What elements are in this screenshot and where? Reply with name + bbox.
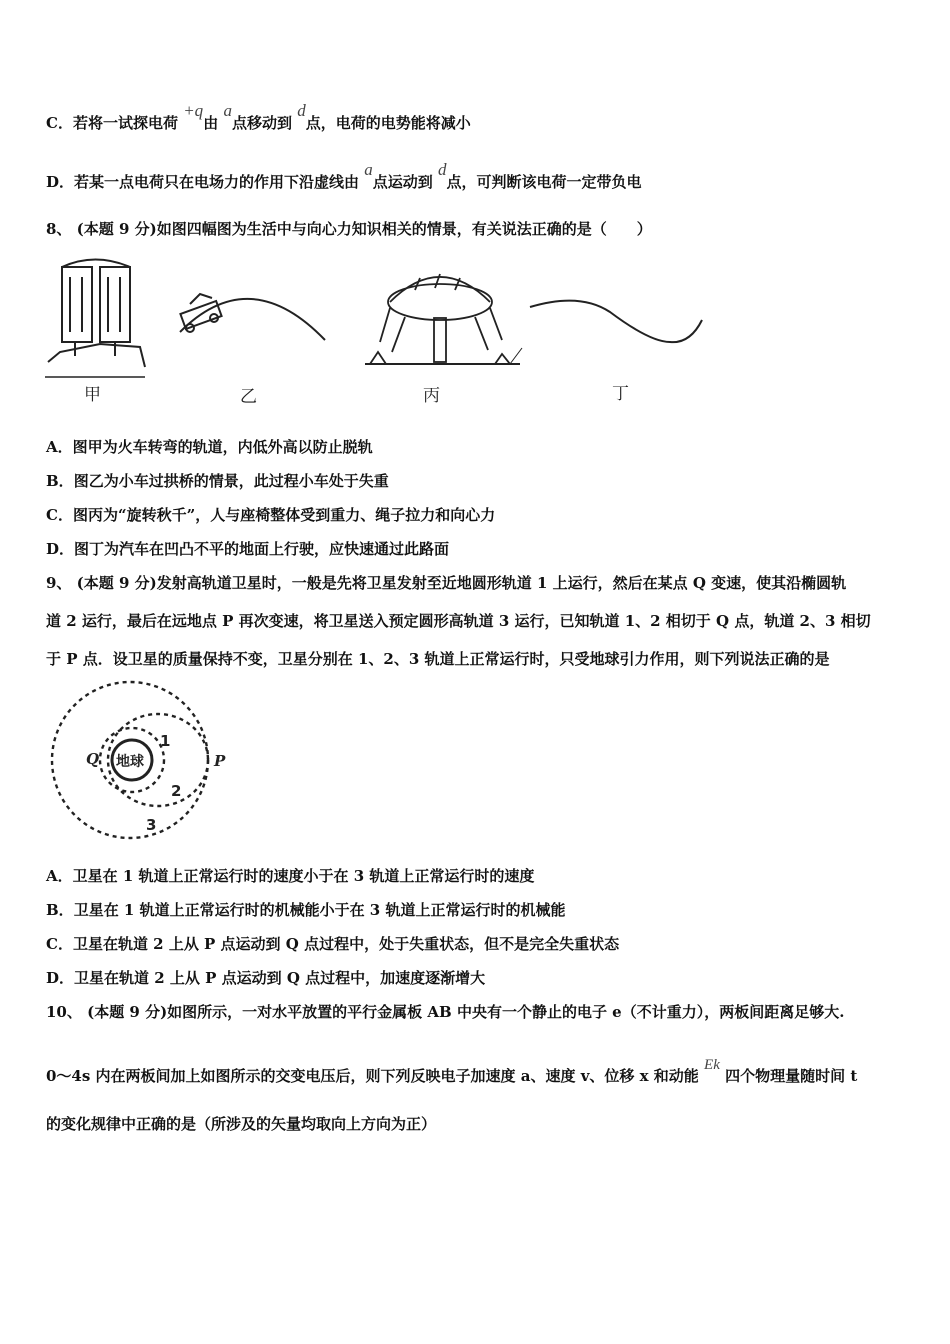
math-symbol: d	[438, 160, 447, 179]
math-symbol: a	[223, 101, 232, 120]
question-text: 0～4s 内在两板间加上如图所示的交变电压后，则下列反映电子加速度 a、速度 v、位移 x 和动能	[46, 1067, 699, 1085]
q8-option-b	[46, 471, 389, 491]
q8-option-d	[46, 539, 449, 559]
question-text: (本题 9 分)如图所示，一对水平放置的平行金属板 AB 中央有一个静止的电子 e（不计重力），两板间距离足够大.	[87, 1003, 845, 1021]
option-label: B．	[46, 472, 74, 490]
figure-label-bing: 丙	[423, 386, 440, 406]
earth-label: 地球	[116, 754, 144, 770]
question-text: 四个物理量随时间 t	[725, 1067, 858, 1085]
option-text: 点移动到	[231, 114, 292, 132]
option-text: 卫星在轨道 2 上从 P 点运动到 Q 点过程中，加速度逐渐增大	[74, 969, 486, 987]
option-text: 卫星在 1 轨道上正常运行时的机械能小于在 3 轨道上正常运行时的机械能	[73, 901, 566, 919]
swing-scene	[365, 274, 522, 364]
option-label: D．	[46, 540, 75, 558]
q9-option-d	[46, 968, 485, 988]
point-p-label: P	[214, 752, 226, 770]
option-label: B．	[46, 901, 74, 919]
question-text: (本题 9 分)发射高轨道卫星时，一般是先将卫星发射至近地圆形轨道 1 上运行，然后在某点 Q 变速，使其沿椭圆轨	[76, 574, 847, 592]
q9-option-b	[46, 900, 565, 920]
option-text: 若将一试探电荷	[72, 114, 178, 132]
option-label: D．	[46, 969, 75, 987]
question-9	[46, 573, 846, 593]
option-text: 卫星在 1 轨道上正常运行时的速度小于在 3 轨道上正常运行时的速度	[72, 867, 535, 885]
q9-option-a	[46, 866, 534, 886]
question-text: (本题 9 分)如图四幅图为生活中与向心力知识相关的情景，有关说法正确的是（ ）	[76, 220, 652, 238]
math-symbol: Ek	[704, 1057, 720, 1073]
question-text: 的变化规律中正确的是（所涉及的矢量均取向上方向为正）	[46, 1115, 437, 1133]
q8-option-a	[46, 437, 373, 457]
question-9-cont	[46, 611, 871, 631]
question-9-cont	[46, 649, 829, 669]
option-text: 图丙为“旋转秋千”，人与座椅整体受到重力、绳子拉力和向心力	[72, 506, 496, 524]
train-scene	[45, 260, 145, 378]
orbit-3-label: 3	[146, 816, 157, 834]
option-text: 卫星在轨道 2 上从 P 点运动到 Q 点过程中，处于失重状态，但不是完全失重状态	[72, 935, 620, 953]
q9-option-c	[46, 934, 619, 954]
option-label: A．	[46, 867, 73, 885]
option-label: A．	[46, 438, 73, 456]
question-number: 8、	[46, 220, 72, 238]
option-text: 图乙为小车过拱桥的情景，此过程小车处于失重	[73, 472, 389, 490]
question-text: 道 2 运行，最后在远地点 P 再次变速，将卫星送入预定圆形高轨道 3 运行，已知轨道 1、2 相切于 Q 点，轨道 2、3 相切	[46, 612, 871, 630]
option-label: C．	[46, 935, 73, 953]
option-text: 图丁为汽车在凹凸不平的地面上行驶，应快速通过此路面	[74, 540, 450, 558]
orbit-1-label: 1	[160, 732, 171, 750]
math-symbol: d	[297, 101, 306, 120]
question-10-cont	[46, 1114, 436, 1134]
bumpy-road-scene	[530, 301, 702, 343]
option-text: 图甲为火车转弯的轨道，内低外高以防止脱轨	[72, 438, 373, 456]
q8-option-c	[46, 505, 495, 525]
option-text: 点运动到	[372, 173, 433, 191]
figure-label-jia: 甲	[84, 385, 101, 405]
question-number: 9、	[46, 574, 72, 592]
option-text: 若某一点电荷只在电场力的作用下沿虚线由	[74, 173, 360, 191]
question-10-cont	[46, 1057, 858, 1087]
figure-label-ding: 丁	[612, 384, 629, 404]
option-label: C．	[46, 506, 73, 524]
math-symbol: a	[364, 160, 373, 179]
figure-9-orbits	[48, 678, 248, 844]
orbit-2-label: 2	[171, 782, 182, 800]
option-label: C．	[46, 114, 73, 132]
option-label: D．	[46, 173, 75, 191]
option-text: 点，电荷的电势能将减小	[305, 114, 471, 132]
option-text: 由	[203, 114, 219, 132]
option-text: 点，可判断该电荷一定带负电	[446, 173, 642, 191]
point-q-label: Q	[86, 750, 100, 768]
question-8	[46, 219, 652, 239]
option-d-line	[46, 160, 642, 192]
bridge-scene	[180, 294, 325, 340]
question-number: 10、	[46, 1003, 82, 1021]
option-c-line	[46, 101, 471, 133]
question-text: 于 P 点．设卫星的质量保持不变，卫星分别在 1、2、3 轨道上正常运行时，只受地球引力作用，则下列说法正确的是	[46, 650, 830, 668]
question-10	[46, 1002, 844, 1022]
figure-label-yi: 乙	[240, 387, 257, 407]
math-symbol: +q	[183, 101, 204, 120]
figure-8-scenes	[40, 252, 720, 412]
